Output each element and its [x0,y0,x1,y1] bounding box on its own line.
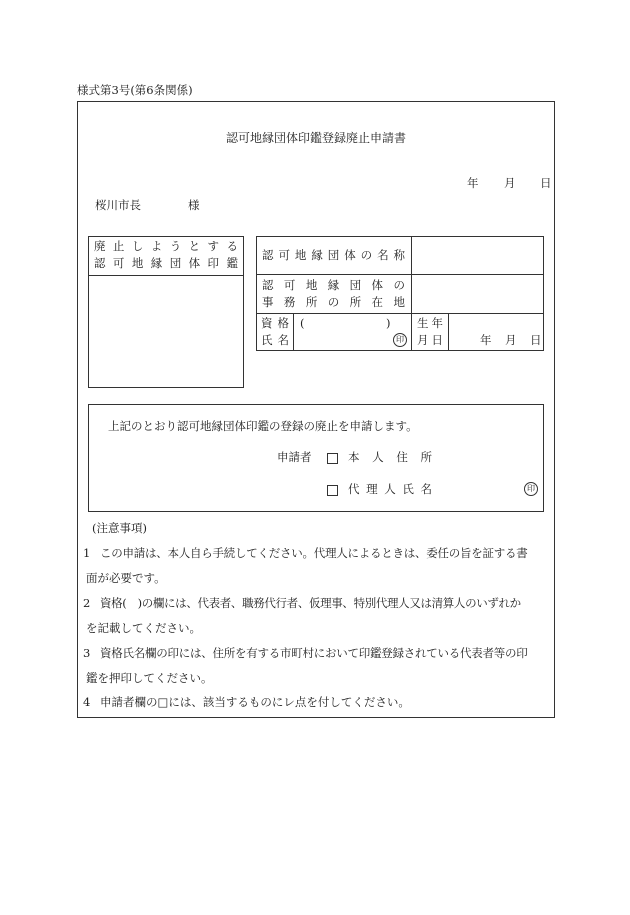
note-2-line1: 資格( )の欄には、代表者、職務代行者、仮理事、特別代理人又は清算人のいずれか [100,596,521,610]
birth-year-unit: 年 [480,333,492,347]
notes-heading: (注意事項) [92,521,147,535]
self-checkbox[interactable] [327,453,338,464]
qualification-field[interactable] [304,315,384,331]
birth-month-unit: 月 [505,333,517,347]
date-year: 年 [467,176,479,190]
seal-box-label-line2: 認 可 地 縁 団 体 印 鑑 [94,256,238,270]
note-3-number: 3 [83,646,91,660]
agent-name-label: 代 理 人 氏 名 [348,482,432,496]
group-name-label: 認 可 地 縁 団 体 の 名 称 [262,248,405,262]
application-statement: 上記のとおり認可地縁団体印鑑の登録の廃止を申請します。 [108,419,418,433]
applicant-label: 申請者 [277,450,312,464]
birth-label-line2: 月 日 [417,333,443,347]
qualification-label: 資 格 [261,316,289,330]
addressee-name: 桜川市長 [95,198,141,212]
form-number: 様式第3号(第6条関係) [77,83,193,97]
note-3-line1: 資格氏名欄の印には、住所を有する市町村において印鑑登録されている代表者等の印 [100,646,528,660]
representative-name-field[interactable] [296,333,392,349]
agent-name-field[interactable] [438,480,518,498]
agent-seal-mark: 印 [524,482,538,496]
date-day: 日 [540,176,552,190]
note-2-number: 2 [83,596,91,610]
note-1-line2: 面が必要です。 [86,571,166,585]
self-address-label: 本 人 住 所 [348,450,432,464]
note-3-line2: 鑑を押印してください。 [86,671,213,685]
note-4-number: 4 [83,695,91,709]
addressee-honorific: 様 [188,198,200,212]
office-label-line1: 認 可 地 縁 団 体 の [262,278,405,292]
office-label-line2: 事 務 所 の 所 在 地 [262,295,405,309]
agent-checkbox[interactable] [327,485,338,496]
note-1-number: 1 [83,546,91,560]
name-label: 氏 名 [261,333,289,347]
qualification-paren-open: ( [300,316,305,330]
group-name-field[interactable] [412,237,543,273]
self-address-field[interactable] [438,448,538,466]
seal-box-divider [88,275,244,276]
office-location-field[interactable] [412,275,543,312]
qualification-paren-close: ) [386,316,391,330]
birth-label-line1: 生 年 [417,316,443,330]
birth-day-unit: 日 [530,333,542,347]
birth-date-field[interactable] [449,314,543,350]
name-seal-mark: 印 [393,333,407,347]
table-qualification-divider [293,313,294,351]
note-4-line1: 申請者欄の□には、該当するものにレ点を付してください。 [100,695,410,709]
note-1-line1: この申請は、本人自ら手続してください。代理人によるときは、委任の旨を証する書 [100,546,528,560]
note-2-line2: を記載してください。 [86,621,201,635]
date-month: 月 [504,176,516,190]
form-title: 認可地縁団体印鑑登録廃止申請書 [225,131,406,145]
seal-box-label-line1: 廃 止 し よ う と す る [94,239,238,253]
